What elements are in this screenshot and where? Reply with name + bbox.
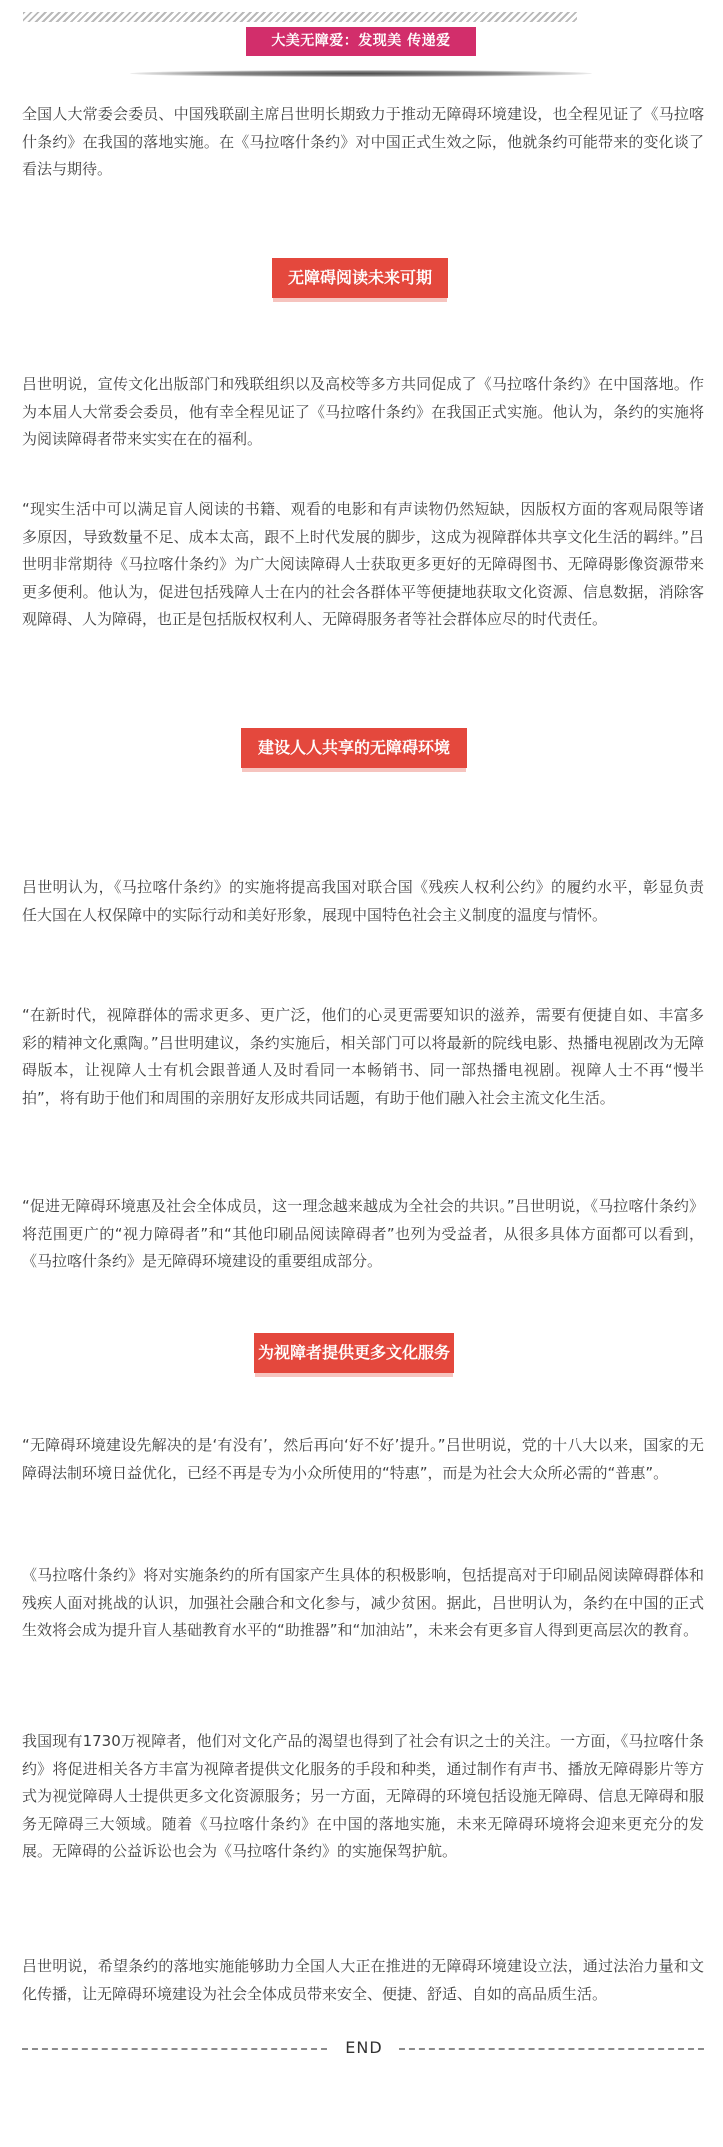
header-banner: 大美无障爱：发现美 传递爱: [246, 27, 476, 56]
body-paragraph: 吕世明说，宣传文化出版部门和残联组织以及高校等多方共同促成了《马拉喀什条约》在中国落地。作为本届人大常委会委员，他有幸全程见证了《马拉喀什条约》在我国正式实施。他认为，条约的实施将为阅读障碍者带来实实在在的福利。: [22, 375, 704, 448]
section-heading: 建设人人共享的无障碍环境: [241, 728, 467, 768]
banner-shadow-divider: [130, 70, 592, 77]
body-paragraph: 《马拉喀什条约》将对实施条约的所有国家产生具体的积极影响，包括提高对于印刷品阅读障碍群体和残疾人面对挑战的认识，加强社会融合和文化参与，减少贫困。据此，吕世明认为，条约在中国的正式生效将会成为提升盲人基础教育水平的“助推器”和“加油站”，未来会有更多盲人得到更高层次的教育。: [22, 1566, 704, 1639]
section-heading: 无障碍阅读未来可期: [272, 258, 448, 298]
body-paragraph: 吕世明认为，《马拉喀什条约》的实施将提高我国对联合国《残疾人权利公约》的履约水平，彰显负责任大国在人权保障中的实际行动和美好形象，展现中国特色社会主义制度的温度与情怀。: [22, 878, 704, 924]
body-paragraph: 我国现有1730万视障者，他们对文化产品的渴望也得到了社会有识之士的关注。一方面，《马拉喀什条约》将促进相关各方丰富为视障者提供文化服务的手段和种类，通过制作有声书、播放无障碍影片等方式为视觉障碍人士提供更多文化资源服务；另一方面，无障碍的环境包括设施无障碍、信息无障碍和服务无障碍三大领域。随着《马拉喀什条约》在中国的落地实施，未来无障碍环境将会迎来更充分的发展。无障碍的公益诉讼也会为《马拉喀什条约》的实施保驾护航。: [22, 1732, 704, 1860]
body-paragraph: “无障碍环境建设先解决的是‘有没有’，然后再向‘好不好’提升。”吕世明说，党的十八大以来，国家的无障碍法制环境日益优化，已经不再是专为小众所使用的“特惠”，而是为社会大众所必需的“普惠”。: [22, 1436, 704, 1482]
end-divider-line-left: [22, 2048, 327, 2050]
section-heading: 为视障者提供更多文化服务: [254, 1333, 454, 1373]
body-paragraph: “在新时代，视障群体的需求更多、更广泛，他们的心灵更需要知识的滋养，需要有便捷自如、丰富多彩的精神文化熏陶。”吕世明建议，条约实施后，相关部门可以将最新的院线电影、热播电视剧改为无障碍版本，让视障人士有机会跟普通人及时看同一本畅销书、同一部热播电视剧。视障人士不再“慢半拍”，将有助于他们和周围的亲朋好友形成共同话题，有助于他们融入社会主流文化生活。: [22, 1006, 704, 1107]
decorative-hatch-strip: [23, 12, 577, 22]
body-paragraph: “促进无障碍环境惠及社会全体成员，这一理念越来越成为全社会的共识。”吕世明说，《马拉喀什条约》将范围更广的“视力障碍者”和“其他印刷品阅读障碍者”也列为受益者，从很多具体方面都可以看到，《马拉喀什条约》是无障碍环境建设的重要组成部分。: [22, 1197, 704, 1270]
end-label: END: [345, 2038, 383, 2057]
end-divider: [22, 2036, 704, 2060]
intro-paragraph: 全国人大常委会委员、中国残联副主席吕世明长期致力于推动无障碍环境建设，也全程见证了《马拉喀什条约》在我国的落地实施。在《马拉喀什条约》对中国正式生效之际，他就条约可能带来的变化谈了看法与期待。: [22, 105, 704, 178]
end-divider-line-right: [399, 2048, 704, 2050]
body-paragraph: 吕世明说，希望条约的落地实施能够助力全国人大正在推进的无障碍环境建设立法，通过法治力量和文化传播，让无障碍环境建设为社会全体成员带来安全、便捷、舒适、自如的高品质生活。: [22, 1957, 704, 2003]
body-paragraph: “现实生活中可以满足盲人阅读的书籍、观看的电影和有声读物仍然短缺，因版权方面的客观局限等诸多原因，导致数量不足、成本太高，跟不上时代发展的脚步，这成为视障群体共享文化生活的羁绊。”吕世明非常期待《马拉喀什条约》为广大阅读障碍人士获取更多更好的无障碍图书、无障碍影像资源带来更多便利。他认为，促进包括残障人士在内的社会各群体平等便捷地获取文化资源、信息数据，消除客观障碍、人为障碍，也正是包括版权权利人、无障碍服务者等社会群体应尽的时代责任。: [22, 500, 704, 628]
